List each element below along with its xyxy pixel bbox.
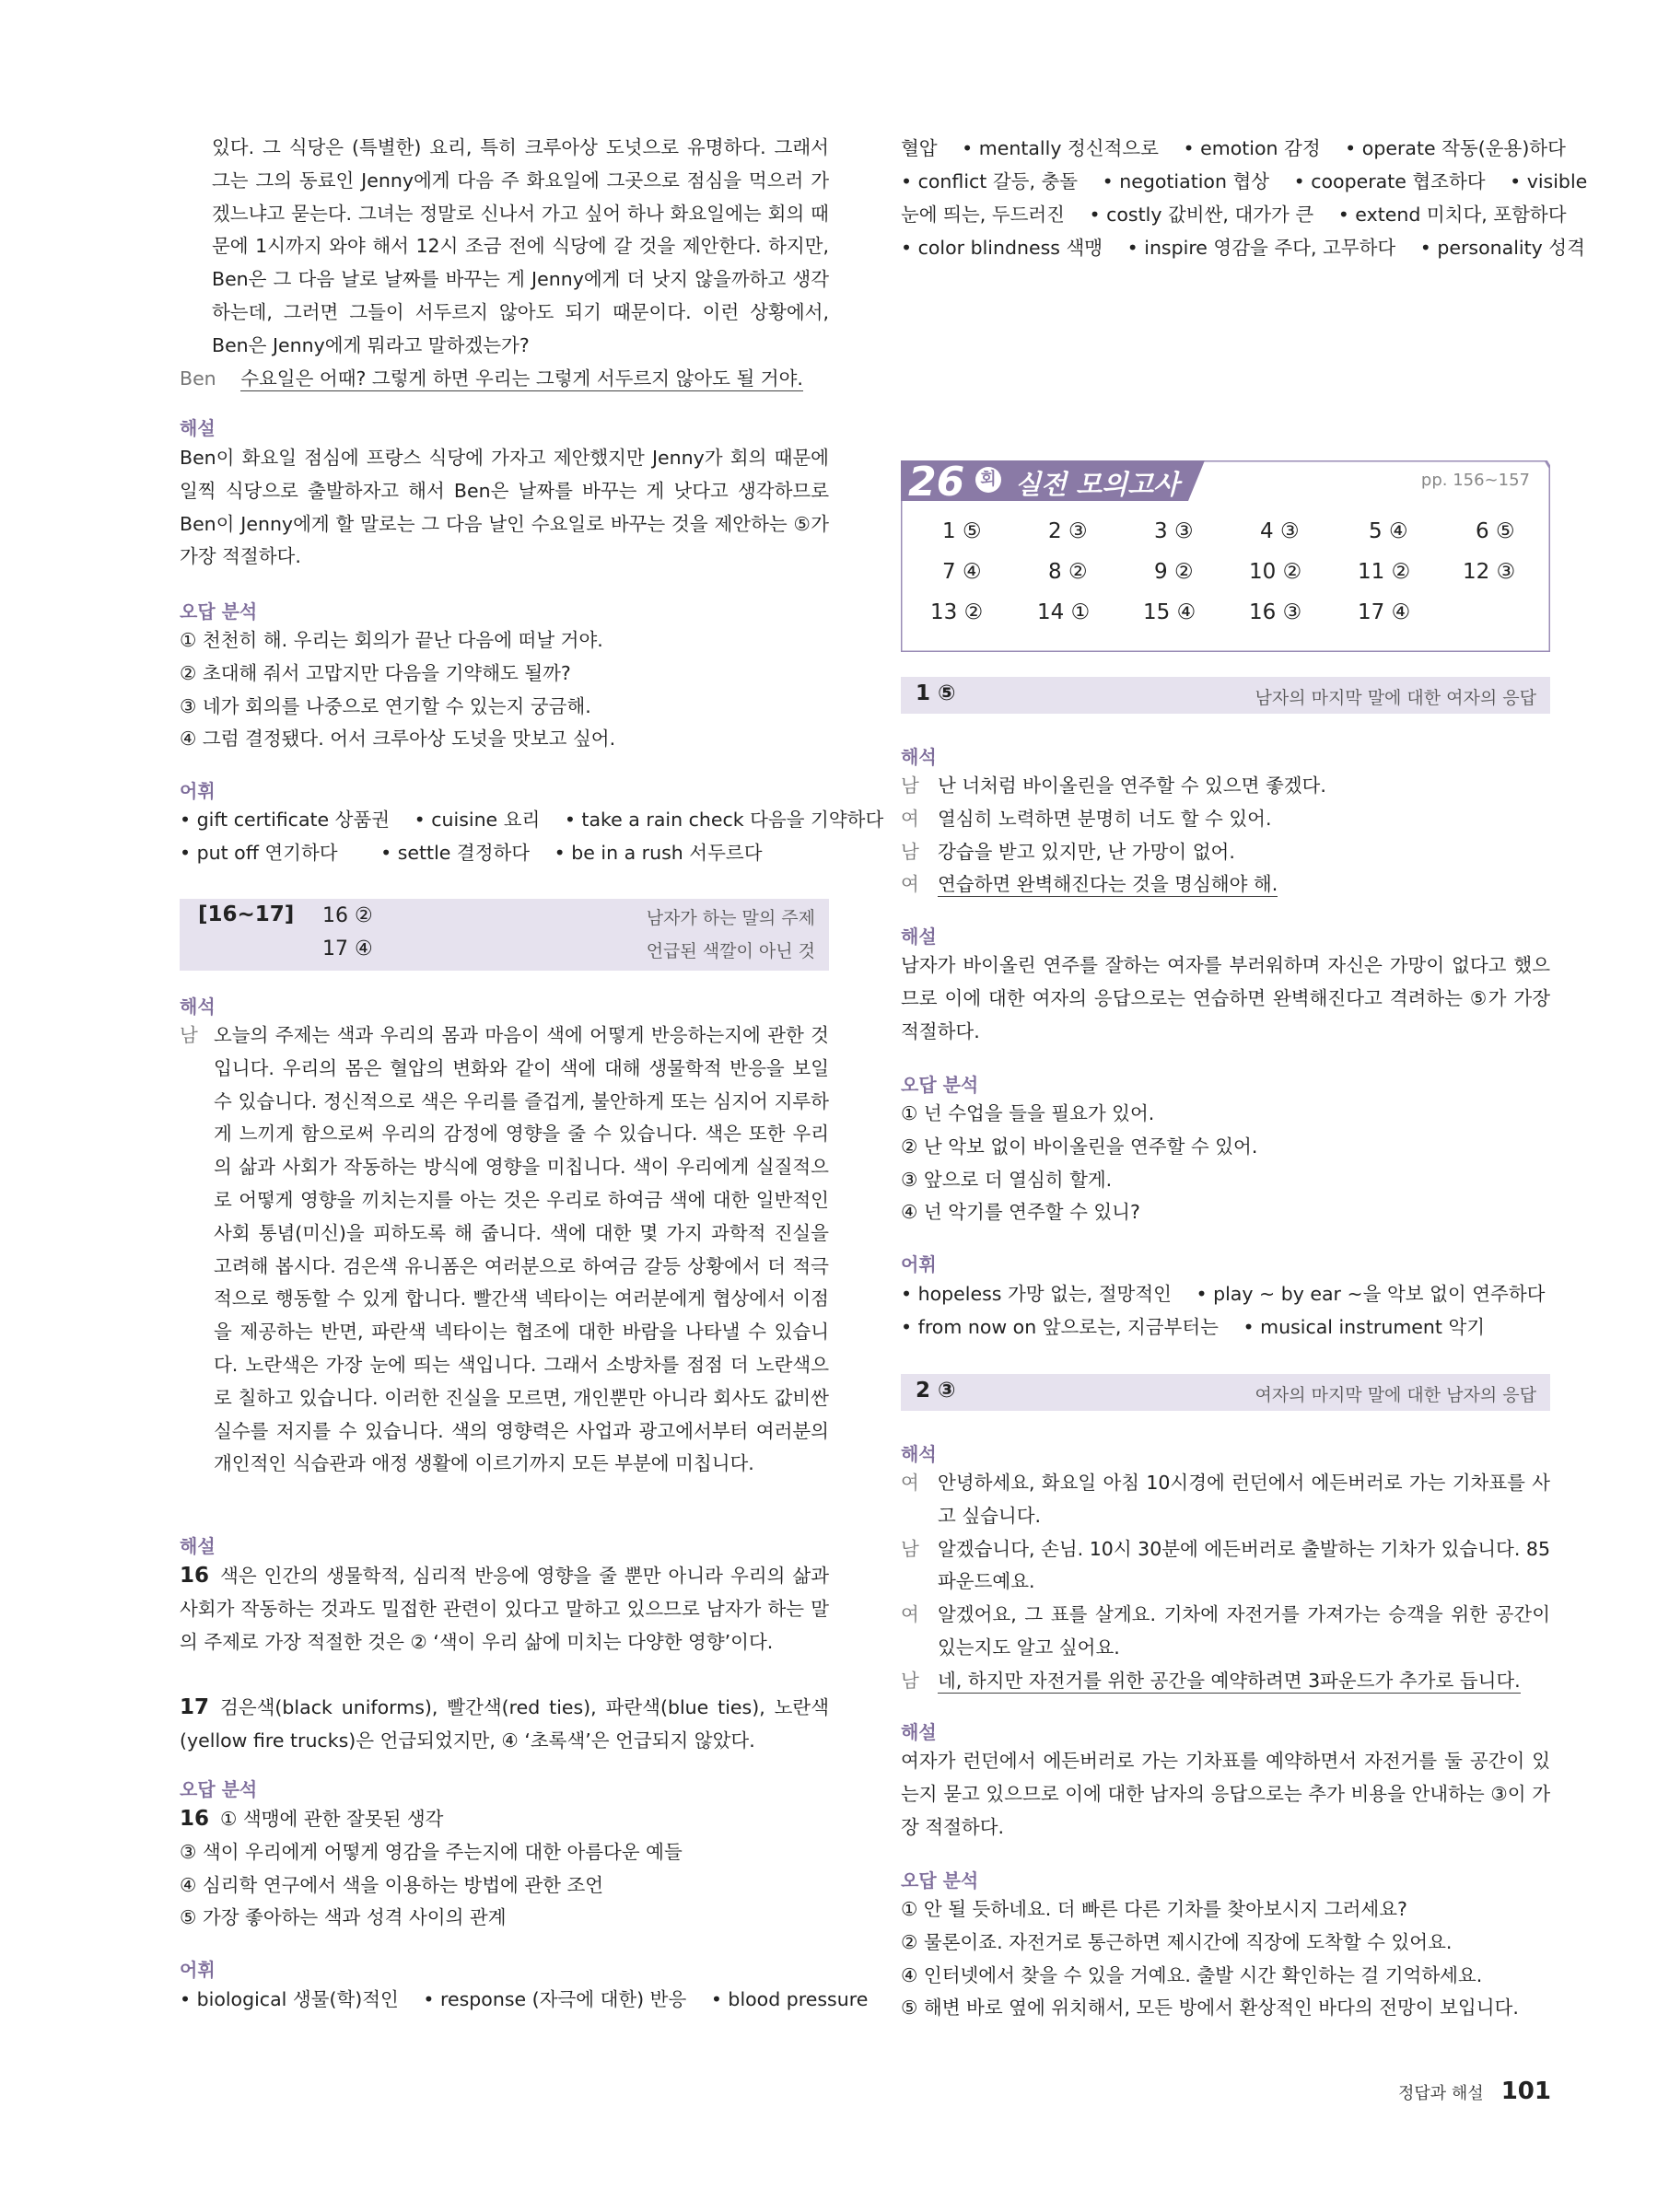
dialog-line: 난 너처럼 바이올린을 연주할 수 있으면 좋겠다. <box>938 774 1326 797</box>
speaker-man: 남 <box>180 1024 198 1046</box>
answer-cell: 13 ② <box>930 600 984 624</box>
page-number: 101 <box>1500 2078 1551 2105</box>
speaker-label: 여 <box>901 873 919 896</box>
wrong-item: ④ 심리학 연구에서 색을 이용하는 방법에 관한 조언 <box>180 1873 604 1896</box>
page-footer <box>1398 2078 1551 2105</box>
wrong-item: ③ 네가 회의를 나중으로 연기할 수 있는지 궁금해. <box>180 694 591 717</box>
vocab-item: • mentally 정신적으로 <box>962 137 1159 159</box>
man-speech-block <box>180 1019 829 1481</box>
dialog-line: 열심히 노력하면 분명히 너도 할 수 있어. <box>938 807 1272 830</box>
test-number: 26 <box>908 459 965 506</box>
wrong-list <box>901 1893 1550 2025</box>
wrong-item: ① 안 될 듯하네요. 더 빠른 다른 기차를 찾아보시지 그러세요? <box>901 1898 1407 1920</box>
wrong-item: ③ 색이 우리에게 어떻게 영감을 주는지에 대한 아름다운 예들 <box>180 1840 683 1863</box>
answer-box-16-17 <box>180 899 829 971</box>
wrong-list <box>901 1098 1550 1229</box>
vocab-item: • extend 미치다, 포함하다 <box>1337 204 1567 226</box>
explain-17 <box>180 1692 829 1758</box>
wrong-item: ① 천천히 해. 우리는 회의가 끝난 다음에 떠날 거야. <box>180 629 603 651</box>
vocab-item: • cooperate 협조하다 <box>1293 170 1486 192</box>
question-2-answer: 2 ③ <box>916 1379 956 1403</box>
speaker-label: 남 <box>901 1537 919 1560</box>
footer-label: 정답과 해설 <box>1397 2084 1484 2103</box>
dialog-line-answer: 네, 하지만 자전거를 위한 공간을 예약하려면 3파운드가 추가로 듭니다. <box>938 1669 1521 1692</box>
explain-17-text: 검은색(black uniforms), 빨간색(red ties), 파란색(blue ties), 노란색(yellow fire trucks)은 언급되었지만, ④ ‘초록색’은 언급되지 않았다. <box>180 1696 829 1752</box>
number-16: 16 <box>180 1807 210 1831</box>
vocab-item: • blood pressure <box>710 1988 869 2010</box>
speaker-label: 여 <box>901 1472 919 1494</box>
answer-cell: 7 ④ <box>942 560 982 584</box>
vocab-item: • conflict 갈등, 충돌 <box>901 170 1079 192</box>
vocab-item: • settle 결정하다 <box>380 842 531 864</box>
wrong-item: ② 초대해 줘서 고맙지만 다음을 기약해도 될까? <box>180 661 571 684</box>
vocab-item: • visible <box>1510 170 1588 192</box>
vocab-item: • play ~ by ear ~을 악보 없이 연주하다 <box>1196 1283 1546 1305</box>
dialog-2 <box>901 1467 1550 1698</box>
speaker-label: 남 <box>901 1669 919 1692</box>
heading-explain: 해설 <box>901 926 937 948</box>
speaker-label: 여 <box>901 807 919 830</box>
wrong-list-2 <box>180 1803 829 1935</box>
question-range: [16~17] <box>198 902 295 926</box>
vocab-item: • inspire 영감을 주다, 고무하다 <box>1126 237 1396 259</box>
wrong-item: ① 색맹에 관한 잘못된 생각 <box>220 1808 444 1830</box>
wrong-item: ② 물론이죠. 자전거로 통근하면 제시간에 직장에 도착할 수 있어요. <box>901 1930 1453 1953</box>
vocab-item: • biological 생물(학)적인 <box>180 1988 399 2010</box>
vocab-item: • costly 값비싼, 대가가 큰 <box>1089 204 1314 226</box>
wrong-item: ⑤ 가장 좋아하는 색과 성격 사이의 관계 <box>180 1906 507 1929</box>
question-1-answer: 1 ⑤ <box>916 681 956 705</box>
vocab-list <box>180 803 883 869</box>
ben-answer: 수요일은 어때? 그렇게 하면 우리는 그렇게 서두르지 않아도 될 거야. <box>240 367 803 390</box>
question-type-16: 남자가 하는 말의 주제 <box>646 908 815 928</box>
heading-translation: 해석 <box>180 995 216 1018</box>
question-2-type: 여자의 마지막 말에 대한 남자의 응답 <box>1255 1385 1536 1405</box>
answer-cell: 6 ⑤ <box>1476 519 1515 543</box>
heading-explain-2: 해설 <box>180 1535 216 1557</box>
vocab-item: 혈압 <box>901 137 938 159</box>
heading-translation: 해석 <box>901 1443 937 1465</box>
speaker-ben: Ben <box>180 367 216 390</box>
question-2-bar <box>901 1374 1550 1411</box>
question-type-17: 언급된 색깔이 아닌 것 <box>646 941 815 961</box>
answer-cell: 5 ④ <box>1369 519 1408 543</box>
ben-line <box>180 362 829 395</box>
vocab-item: • take a rain check 다음을 기약하다 <box>564 809 884 831</box>
heading-vocab: 어휘 <box>180 780 216 802</box>
wrong-item: ④ 인터넷에서 찾을 수 있을 거예요. 출발 시간 확인하는 걸 기억하세요. <box>901 1963 1483 1986</box>
dialog-1 <box>901 770 1550 902</box>
vocab-item: • put off 연기하다 <box>180 842 338 864</box>
vocab-item: • response (자극에 대한) 반응 <box>423 1988 687 2010</box>
speaker-label: 여 <box>901 1603 919 1626</box>
answer-cell: 17 ④ <box>1358 600 1411 624</box>
dialog-line: 안녕하세요, 화요일 아침 10시경에 런던에서 에든버러로 가는 기차표를 사고 싶습니다. <box>938 1472 1550 1527</box>
answer-cell: 1 ⑤ <box>942 519 982 543</box>
answer-16: 16 ② <box>322 904 373 927</box>
number-16: 16 <box>180 1564 210 1588</box>
dialog-line: 강습을 받고 있지만, 난 가망이 없어. <box>938 840 1235 863</box>
vocab-item: • cuisine 요리 <box>414 809 541 831</box>
dialog-line-answer: 연습하면 완벽해진다는 것을 명심해야 해. <box>938 873 1278 896</box>
dialog-line: 알겠습니다, 손님. 10시 30분에 에든버러로 출발하는 기차가 있습니다. 85파운드예요. <box>938 1537 1550 1593</box>
answer-cell: 4 ③ <box>1260 519 1300 543</box>
answer-cell: 10 ② <box>1249 560 1302 584</box>
vocab-top-list <box>901 132 1587 264</box>
vocab-item: • gift certificate 상품권 <box>180 809 391 831</box>
answer-cell: 16 ③ <box>1249 600 1302 624</box>
vocab-list-2 <box>180 1983 868 2016</box>
vocab-list <box>901 1277 1545 1344</box>
wrong-item: ③ 앞으로 더 열심히 할게. <box>901 1168 1113 1191</box>
vocab-item: • negotiation 협상 <box>1102 170 1270 192</box>
speaker-label: 남 <box>901 840 919 863</box>
heading-wrong: 오답 분석 <box>180 600 258 623</box>
explain-paragraph: 남자가 바이올린 연주를 잘하는 여자를 부러워하며 자신은 가망이 없다고 했으므로 이에 대한 여자의 응답으로는 연습하면 완벽해진다고 격려하는 ⑤가 가장 적절하다. <box>901 954 1550 1042</box>
answer-cell: 2 ③ <box>1048 519 1088 543</box>
answer-cell: 9 ② <box>1154 560 1194 584</box>
test-pages: pp. 156~157 <box>1420 471 1530 490</box>
vocab-item: • operate 작동(운용)하다 <box>1345 137 1566 159</box>
heading-explain: 해설 <box>180 417 216 439</box>
answer-cell: 8 ② <box>1048 560 1088 584</box>
test-title: 실전 모의고사 <box>1015 469 1180 500</box>
dialog-line: 알겠어요, 그 표를 살게요. 기차에 자전거를 가져가는 승객을 위한 공간이 있는지도 알고 싶어요. <box>938 1603 1550 1659</box>
wrong-item: ② 난 악보 없이 바이올린을 연주할 수 있어. <box>901 1135 1258 1158</box>
test-answer-panel <box>901 460 1550 652</box>
question-1-type: 남자의 마지막 말에 대한 여자의 응답 <box>1255 688 1536 708</box>
wrong-item: ④ 그럼 결정됐다. 어서 크루아상 도넛을 맛보고 싶어. <box>180 728 616 751</box>
question-1-bar <box>901 677 1550 714</box>
vocab-item: 눈에 띄는, 두드러진 <box>901 204 1065 226</box>
heading-wrong: 오답 분석 <box>901 1869 979 1892</box>
heading-wrong-2: 오답 분석 <box>180 1778 258 1800</box>
wrong-item: ① 넌 수업을 들을 필요가 있어. <box>901 1102 1155 1124</box>
number-17: 17 <box>180 1695 210 1719</box>
wrong-item: ⑤ 해변 바로 옆에 위치해서, 모든 방에서 환상적인 바다의 전망이 보입니다. <box>901 1997 1519 2020</box>
vocab-item: • be in a rush 서두르다 <box>554 842 763 864</box>
heading-vocab: 어휘 <box>901 1253 937 1275</box>
heading-explain: 해설 <box>901 1721 937 1743</box>
intro-paragraph: 있다. 그 식당은 (특별한) 요리, 특히 크루아상 도넛으로 유명하다. 그래서 그는 그의 동료인 Jenny에게 다음 주 화요일에 그곳으로 점심을 먹으러 가겠느냐고 묻는다. 그녀는 정말로 신나서 가고 싶어 하나 화요일에는 회의 때문에 1시까지 와야 해서 12시 조금 전에 식당에 갈 것을 제안한다. 하지만, Ben은 그 다음 날로 날짜를 바꾸는 게 Jenny에게 더 낫지 않을까하고 생각하는데, 그러면 그들이 서두르지 않아도 되기 때문이다. 이런 상황에서, Ben은 Jenny에게 뭐라고 말하겠는가? <box>212 136 829 356</box>
vocab-item: • personality 성격 <box>1419 237 1585 259</box>
man-speech: 오늘의 주제는 색과 우리의 몸과 마음이 색에 어떻게 반응하는지에 관한 것입니다. 우리의 몸은 혈압의 변화와 같이 색에 대해 생물학적 반응을 보일 수 있습니다. 정신적으로 색은 우리를 즐겁게, 불안하게 또는 심지어 지루하게 느끼게 함으로써 우리의 감정에 영향을 줄 수 있습니다. 색은 또한 우리의 삶과 사회가 작동하는 방식에 영향을 미칩니다. 색이 우리에게 실질적으로 어떻게 영향을 끼치는지를 아는 것은 우리로 하여금 색에 대한 일반적인 사회 통념(미신)을 피하도록 해 줍니다. 색에 대한 몇 가지 과학적 진실을 고려해 봅시다. 검은색 유니폼은 여러분으로 하여금 갈등 상황에서 더 적극적으로 행동할 수 있게 합니다. 빨간색 넥타이는 여러분에게 협상에서 이점을 제공하는 반면, 파란색 넥타이는 협조에 대한 바람을 나타낼 수 있습니다. 노란색은 가장 눈에 띄는 색입니다. 그래서 소방차를 점점 더 노란색으로 칠하고 있습니다. 이러한 진실을 모르면, 개인뿐만 아니라 회사도 값비싼 실수를 저지를 수 있습니다. 색의 영향력은 사업과 광고에서부터 여러분의 개인적인 식습관과 애정 생활에 이르기까지 모든 부분에 미칩니다. <box>214 1024 829 1475</box>
heading-translation: 해석 <box>901 746 937 768</box>
heading-wrong: 오답 분석 <box>901 1074 979 1096</box>
explain-16-text: 색은 인간의 생물학적, 심리적 반응에 영향을 줄 뿐만 아니라 우리의 삶과 사회가 작동하는 것과도 밀접한 관련이 있다고 말하고 있으므로 남자가 하는 말의 주제로 가장 적절한 것은 ② ‘색이 우리 삶에 미치는 다양한 영향’이다. <box>180 1565 829 1653</box>
speaker-label: 남 <box>901 774 919 797</box>
heading-vocab-2: 어휘 <box>180 1959 216 1981</box>
answer-cell: 11 ② <box>1358 560 1411 584</box>
vocab-item: • hopeless 가망 없는, 절망적인 <box>901 1283 1172 1305</box>
wrong-item: ④ 넌 악기를 연주할 수 있니? <box>901 1201 1140 1224</box>
vocab-item: • emotion 감정 <box>1183 137 1321 159</box>
answer-17: 17 ④ <box>322 937 373 960</box>
answer-cell: 12 ③ <box>1463 560 1516 584</box>
answer-cell: 3 ③ <box>1154 519 1194 543</box>
answer-cell: 15 ④ <box>1143 600 1196 624</box>
vocab-item: • from now on 앞으로는, 지금부터는 <box>901 1316 1219 1338</box>
wrong-list <box>180 624 829 756</box>
explain-paragraph: 여자가 런던에서 에든버러로 가는 기차표를 예약하면서 자전거를 둘 공간이 있는지 묻고 있으므로 이에 대한 남자의 응답으로는 추가 비용을 안내하는 ③이 가장 적절하다. <box>901 1750 1550 1838</box>
vocab-item: • color blindness 색맹 <box>901 237 1103 259</box>
vocab-item: • musical instrument 악기 <box>1243 1316 1486 1338</box>
answer-cell: 14 ① <box>1037 600 1091 624</box>
explain-paragraph: Ben이 화요일 점심에 프랑스 식당에 가자고 제안했지만 Jenny가 회의 때문에 일찍 식당으로 출발하자고 해서 Ben은 날짜를 바꾸는 게 낫다고 생각하므로 Ben이 Jenny에게 할 말로는 그 다음 날인 수요일로 바꾸는 것을 제안하는 ⑤가 가장 적절하다. <box>180 447 829 568</box>
explain-16 <box>180 1560 829 1659</box>
hoe-badge: 회 <box>975 467 1001 493</box>
